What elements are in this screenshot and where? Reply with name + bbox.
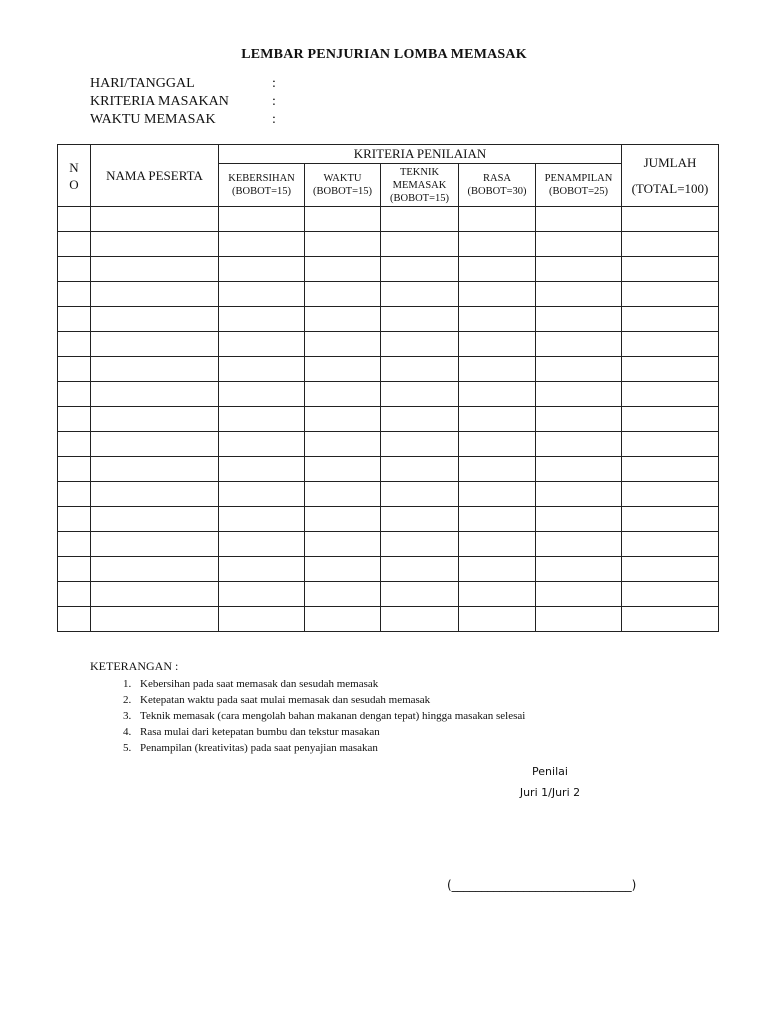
table-row bbox=[58, 382, 719, 407]
cell-no[interactable] bbox=[58, 457, 91, 482]
cell-no[interactable] bbox=[58, 557, 91, 582]
cell-nama-peserta[interactable] bbox=[91, 232, 219, 257]
header-teknik-memasak bbox=[381, 164, 459, 207]
cell-rasa[interactable] bbox=[459, 307, 536, 332]
cell-waktu[interactable] bbox=[305, 382, 381, 407]
cell-teknik-memasak[interactable] bbox=[381, 382, 459, 407]
cell-rasa[interactable] bbox=[459, 457, 536, 482]
table-row bbox=[58, 532, 719, 557]
cell-no[interactable] bbox=[58, 282, 91, 307]
cell-nama-peserta[interactable] bbox=[91, 582, 219, 607]
cell-no[interactable] bbox=[58, 332, 91, 357]
cell-penampilan[interactable] bbox=[536, 482, 622, 507]
table-row bbox=[58, 407, 719, 432]
cell-penampilan[interactable] bbox=[536, 582, 622, 607]
scoring-table-body bbox=[58, 207, 719, 632]
criteria-weight: (BOBOT=25) bbox=[548, 186, 608, 197]
cell-waktu[interactable] bbox=[305, 407, 381, 432]
header-penampilan bbox=[536, 164, 622, 207]
cell-waktu[interactable] bbox=[305, 507, 381, 532]
header-waktu bbox=[305, 164, 381, 207]
cell-penampilan[interactable] bbox=[536, 507, 622, 532]
cell-penampilan[interactable] bbox=[536, 432, 622, 457]
table-row bbox=[58, 307, 719, 332]
cell-no[interactable] bbox=[58, 532, 91, 557]
cell-rasa[interactable] bbox=[459, 582, 536, 607]
cell-no[interactable] bbox=[58, 482, 91, 507]
cell-jumlah[interactable] bbox=[622, 482, 719, 507]
cell-rasa[interactable] bbox=[459, 532, 536, 557]
header-rasa bbox=[459, 164, 536, 207]
cell-kebersihan[interactable] bbox=[219, 382, 305, 407]
cell-nama-peserta[interactable] bbox=[91, 607, 219, 632]
cell-waktu[interactable] bbox=[305, 232, 381, 257]
cell-no[interactable] bbox=[58, 382, 91, 407]
notes-heading: KETERANGAN : bbox=[90, 659, 179, 673]
cell-kebersihan[interactable] bbox=[219, 582, 305, 607]
cell-no[interactable] bbox=[58, 507, 91, 532]
cell-rasa[interactable] bbox=[459, 507, 536, 532]
meta-row-hari-tanggal bbox=[90, 75, 282, 93]
cell-teknik-memasak[interactable] bbox=[381, 507, 459, 532]
cell-teknik-memasak[interactable] bbox=[381, 607, 459, 632]
cell-penampilan[interactable] bbox=[536, 307, 622, 332]
cell-kebersihan[interactable] bbox=[219, 532, 305, 557]
cell-no[interactable] bbox=[58, 307, 91, 332]
cell-jumlah[interactable] bbox=[622, 607, 719, 632]
cell-nama-peserta[interactable] bbox=[91, 482, 219, 507]
cell-kebersihan[interactable] bbox=[219, 357, 305, 382]
criteria-weight: (BOBOT=15) bbox=[389, 192, 449, 204]
cell-waktu[interactable] bbox=[305, 332, 381, 357]
cell-teknik-memasak[interactable] bbox=[381, 557, 459, 582]
table-row bbox=[58, 457, 719, 482]
cell-teknik-memasak[interactable] bbox=[381, 232, 459, 257]
cell-jumlah[interactable] bbox=[622, 582, 719, 607]
cell-no[interactable] bbox=[58, 257, 91, 282]
cell-waktu[interactable] bbox=[305, 482, 381, 507]
cell-jumlah[interactable] bbox=[622, 457, 719, 482]
cell-rasa[interactable] bbox=[459, 432, 536, 457]
table-row bbox=[58, 332, 719, 357]
cell-nama-peserta[interactable] bbox=[91, 332, 219, 357]
cell-kebersihan[interactable] bbox=[219, 332, 305, 357]
criteria-label: KEBERSIHAN bbox=[228, 173, 295, 184]
cell-no[interactable] bbox=[58, 232, 91, 257]
header-kriteria-penilaian: KRITERIA PENILAIAN bbox=[219, 145, 622, 164]
cell-jumlah[interactable] bbox=[622, 232, 719, 257]
cell-jumlah[interactable] bbox=[622, 207, 719, 232]
cell-teknik-memasak[interactable] bbox=[381, 582, 459, 607]
cell-kebersihan[interactable] bbox=[219, 432, 305, 457]
cell-teknik-memasak[interactable] bbox=[381, 357, 459, 382]
meta-label: KRITERIA MASAKAN bbox=[90, 94, 229, 109]
cell-penampilan[interactable] bbox=[536, 382, 622, 407]
cell-rasa[interactable] bbox=[459, 332, 536, 357]
header-no bbox=[58, 145, 91, 207]
cell-nama-peserta[interactable] bbox=[91, 557, 219, 582]
cell-penampilan[interactable] bbox=[536, 607, 622, 632]
table-row bbox=[58, 282, 719, 307]
cell-waktu[interactable] bbox=[305, 457, 381, 482]
cell-waktu[interactable] bbox=[305, 207, 381, 232]
cell-nama-peserta[interactable] bbox=[91, 507, 219, 532]
cell-jumlah[interactable] bbox=[622, 282, 719, 307]
cell-kebersihan[interactable] bbox=[219, 607, 305, 632]
criteria-label: TEKNIK bbox=[399, 166, 440, 178]
table-row bbox=[58, 207, 719, 232]
meta-label: HARI/TANGGAL bbox=[90, 76, 195, 91]
cell-jumlah[interactable] bbox=[622, 532, 719, 557]
cell-teknik-memasak[interactable] bbox=[381, 482, 459, 507]
header-no-line1: N bbox=[69, 159, 79, 175]
table-row bbox=[58, 257, 719, 282]
cell-rasa[interactable] bbox=[459, 607, 536, 632]
cell-nama-peserta[interactable] bbox=[91, 532, 219, 557]
cell-penampilan[interactable] bbox=[536, 532, 622, 557]
cell-jumlah[interactable] bbox=[622, 432, 719, 457]
cell-nama-peserta[interactable] bbox=[91, 357, 219, 382]
meta-row-waktu-memasak bbox=[90, 111, 282, 129]
signature-judges: Juri 1/Juri 2 bbox=[519, 786, 581, 799]
cell-nama-peserta[interactable] bbox=[91, 282, 219, 307]
cell-teknik-memasak[interactable] bbox=[381, 307, 459, 332]
cell-teknik-memasak[interactable] bbox=[381, 532, 459, 557]
cell-no[interactable] bbox=[58, 357, 91, 382]
cell-waktu[interactable] bbox=[305, 357, 381, 382]
cell-teknik-memasak[interactable] bbox=[381, 207, 459, 232]
header-kebersihan bbox=[219, 164, 305, 207]
cell-rasa[interactable] bbox=[459, 557, 536, 582]
cell-jumlah[interactable] bbox=[622, 357, 719, 382]
table-row bbox=[58, 507, 719, 532]
cell-jumlah[interactable] bbox=[622, 332, 719, 357]
cell-rasa[interactable] bbox=[459, 207, 536, 232]
table-row bbox=[58, 607, 719, 632]
cell-no[interactable] bbox=[58, 607, 91, 632]
criteria-label: WAKTU bbox=[323, 173, 362, 184]
meta-block bbox=[90, 75, 282, 129]
table-row bbox=[58, 232, 719, 257]
cell-rasa[interactable] bbox=[459, 257, 536, 282]
cell-penampilan[interactable] bbox=[536, 282, 622, 307]
cell-no[interactable] bbox=[58, 207, 91, 232]
cell-kebersihan[interactable] bbox=[219, 282, 305, 307]
meta-colon: : bbox=[272, 94, 276, 109]
cell-rasa[interactable] bbox=[459, 482, 536, 507]
cell-kebersihan[interactable] bbox=[219, 407, 305, 432]
criteria-label: MEMASAK bbox=[392, 179, 447, 191]
cell-kebersihan[interactable] bbox=[219, 257, 305, 282]
cell-jumlah[interactable] bbox=[622, 507, 719, 532]
cell-waktu[interactable] bbox=[305, 307, 381, 332]
cell-kebersihan[interactable] bbox=[219, 207, 305, 232]
cell-teknik-memasak[interactable] bbox=[381, 457, 459, 482]
cell-teknik-memasak[interactable] bbox=[381, 282, 459, 307]
header-jumlah-line2: (TOTAL=100) bbox=[631, 180, 709, 196]
table-row bbox=[58, 432, 719, 457]
note-item: 1. Kebersihan pada saat memasak dan sesudah memasak bbox=[134, 676, 525, 692]
cell-teknik-memasak[interactable] bbox=[381, 257, 459, 282]
meta-colon: : bbox=[272, 76, 276, 91]
criteria-weight: (BOBOT=15) bbox=[231, 186, 291, 197]
criteria-weight: (BOBOT=15) bbox=[312, 186, 372, 197]
meta-row-kriteria-masakan bbox=[90, 93, 282, 111]
cell-kebersihan[interactable] bbox=[219, 557, 305, 582]
table-row bbox=[58, 557, 719, 582]
meta-label: WAKTU MEMASAK bbox=[90, 112, 216, 127]
cell-waktu[interactable] bbox=[305, 282, 381, 307]
cell-waktu[interactable] bbox=[305, 582, 381, 607]
cell-nama-peserta[interactable] bbox=[91, 432, 219, 457]
cell-waktu[interactable] bbox=[305, 432, 381, 457]
cell-rasa[interactable] bbox=[459, 282, 536, 307]
cell-kebersihan[interactable] bbox=[219, 232, 305, 257]
meta-colon: : bbox=[272, 112, 276, 127]
cell-waktu[interactable] bbox=[305, 532, 381, 557]
cell-rasa[interactable] bbox=[459, 232, 536, 257]
note-item: 4. Rasa mulai dari ketepatan bumbu dan tekstur masakan bbox=[134, 724, 525, 740]
cell-nama-peserta[interactable] bbox=[91, 207, 219, 232]
cell-jumlah[interactable] bbox=[622, 257, 719, 282]
header-jumlah-line1: JUMLAH bbox=[643, 154, 697, 170]
table-row bbox=[58, 582, 719, 607]
header-nama-peserta: NAMA PESERTA bbox=[91, 145, 219, 207]
cell-nama-peserta[interactable] bbox=[91, 457, 219, 482]
header-jumlah bbox=[622, 145, 719, 207]
cell-waktu[interactable] bbox=[305, 257, 381, 282]
cell-nama-peserta[interactable] bbox=[91, 257, 219, 282]
cell-nama-peserta[interactable] bbox=[91, 407, 219, 432]
cell-nama-peserta[interactable] bbox=[91, 382, 219, 407]
criteria-label: RASA bbox=[482, 173, 511, 184]
cell-kebersihan[interactable] bbox=[219, 307, 305, 332]
cell-no[interactable] bbox=[58, 582, 91, 607]
signature-role: Penilai bbox=[532, 765, 568, 778]
cell-penampilan[interactable] bbox=[536, 257, 622, 282]
cell-no[interactable] bbox=[58, 432, 91, 457]
cell-rasa[interactable] bbox=[459, 407, 536, 432]
table-row bbox=[58, 357, 719, 382]
cell-no[interactable] bbox=[58, 407, 91, 432]
cell-waktu[interactable] bbox=[305, 607, 381, 632]
cell-penampilan[interactable] bbox=[536, 457, 622, 482]
cell-penampilan[interactable] bbox=[536, 232, 622, 257]
cell-kebersihan[interactable] bbox=[219, 457, 305, 482]
cell-rasa[interactable] bbox=[459, 357, 536, 382]
note-item: 5. Penampilan (kreativitas) pada saat penyajian masakan bbox=[134, 740, 525, 756]
cell-kebersihan[interactable] bbox=[219, 507, 305, 532]
cell-penampilan[interactable] bbox=[536, 332, 622, 357]
cell-teknik-memasak[interactable] bbox=[381, 432, 459, 457]
cell-penampilan[interactable] bbox=[536, 407, 622, 432]
cell-jumlah[interactable] bbox=[622, 382, 719, 407]
cell-waktu[interactable] bbox=[305, 557, 381, 582]
cell-penampilan[interactable] bbox=[536, 557, 622, 582]
cell-nama-peserta[interactable] bbox=[91, 307, 219, 332]
signature-line: (______________________________) bbox=[447, 878, 637, 892]
scoring-table bbox=[57, 144, 719, 632]
page-title: LEMBAR PENJURIAN LOMBA MEMASAK bbox=[241, 47, 527, 62]
cell-kebersihan[interactable] bbox=[219, 482, 305, 507]
cell-jumlah[interactable] bbox=[622, 407, 719, 432]
note-item: 3. Teknik memasak (cara mengolah bahan makanan dengan tepat) hingga masakan selesai bbox=[134, 708, 525, 724]
header-no-line2: O bbox=[69, 176, 79, 192]
cell-teknik-memasak[interactable] bbox=[381, 407, 459, 432]
notes-section bbox=[90, 659, 525, 756]
note-item: 2. Ketepatan waktu pada saat mulai memasak dan sesudah memasak bbox=[134, 692, 525, 708]
cell-jumlah[interactable] bbox=[622, 307, 719, 332]
criteria-label: PENAMPILAN bbox=[544, 173, 613, 184]
criteria-weight: (BOBOT=30) bbox=[467, 186, 527, 197]
cell-jumlah[interactable] bbox=[622, 557, 719, 582]
table-row bbox=[58, 482, 719, 507]
notes-list bbox=[90, 676, 525, 756]
cell-teknik-memasak[interactable] bbox=[381, 332, 459, 357]
cell-penampilan[interactable] bbox=[536, 207, 622, 232]
cell-rasa[interactable] bbox=[459, 382, 536, 407]
cell-penampilan[interactable] bbox=[536, 357, 622, 382]
